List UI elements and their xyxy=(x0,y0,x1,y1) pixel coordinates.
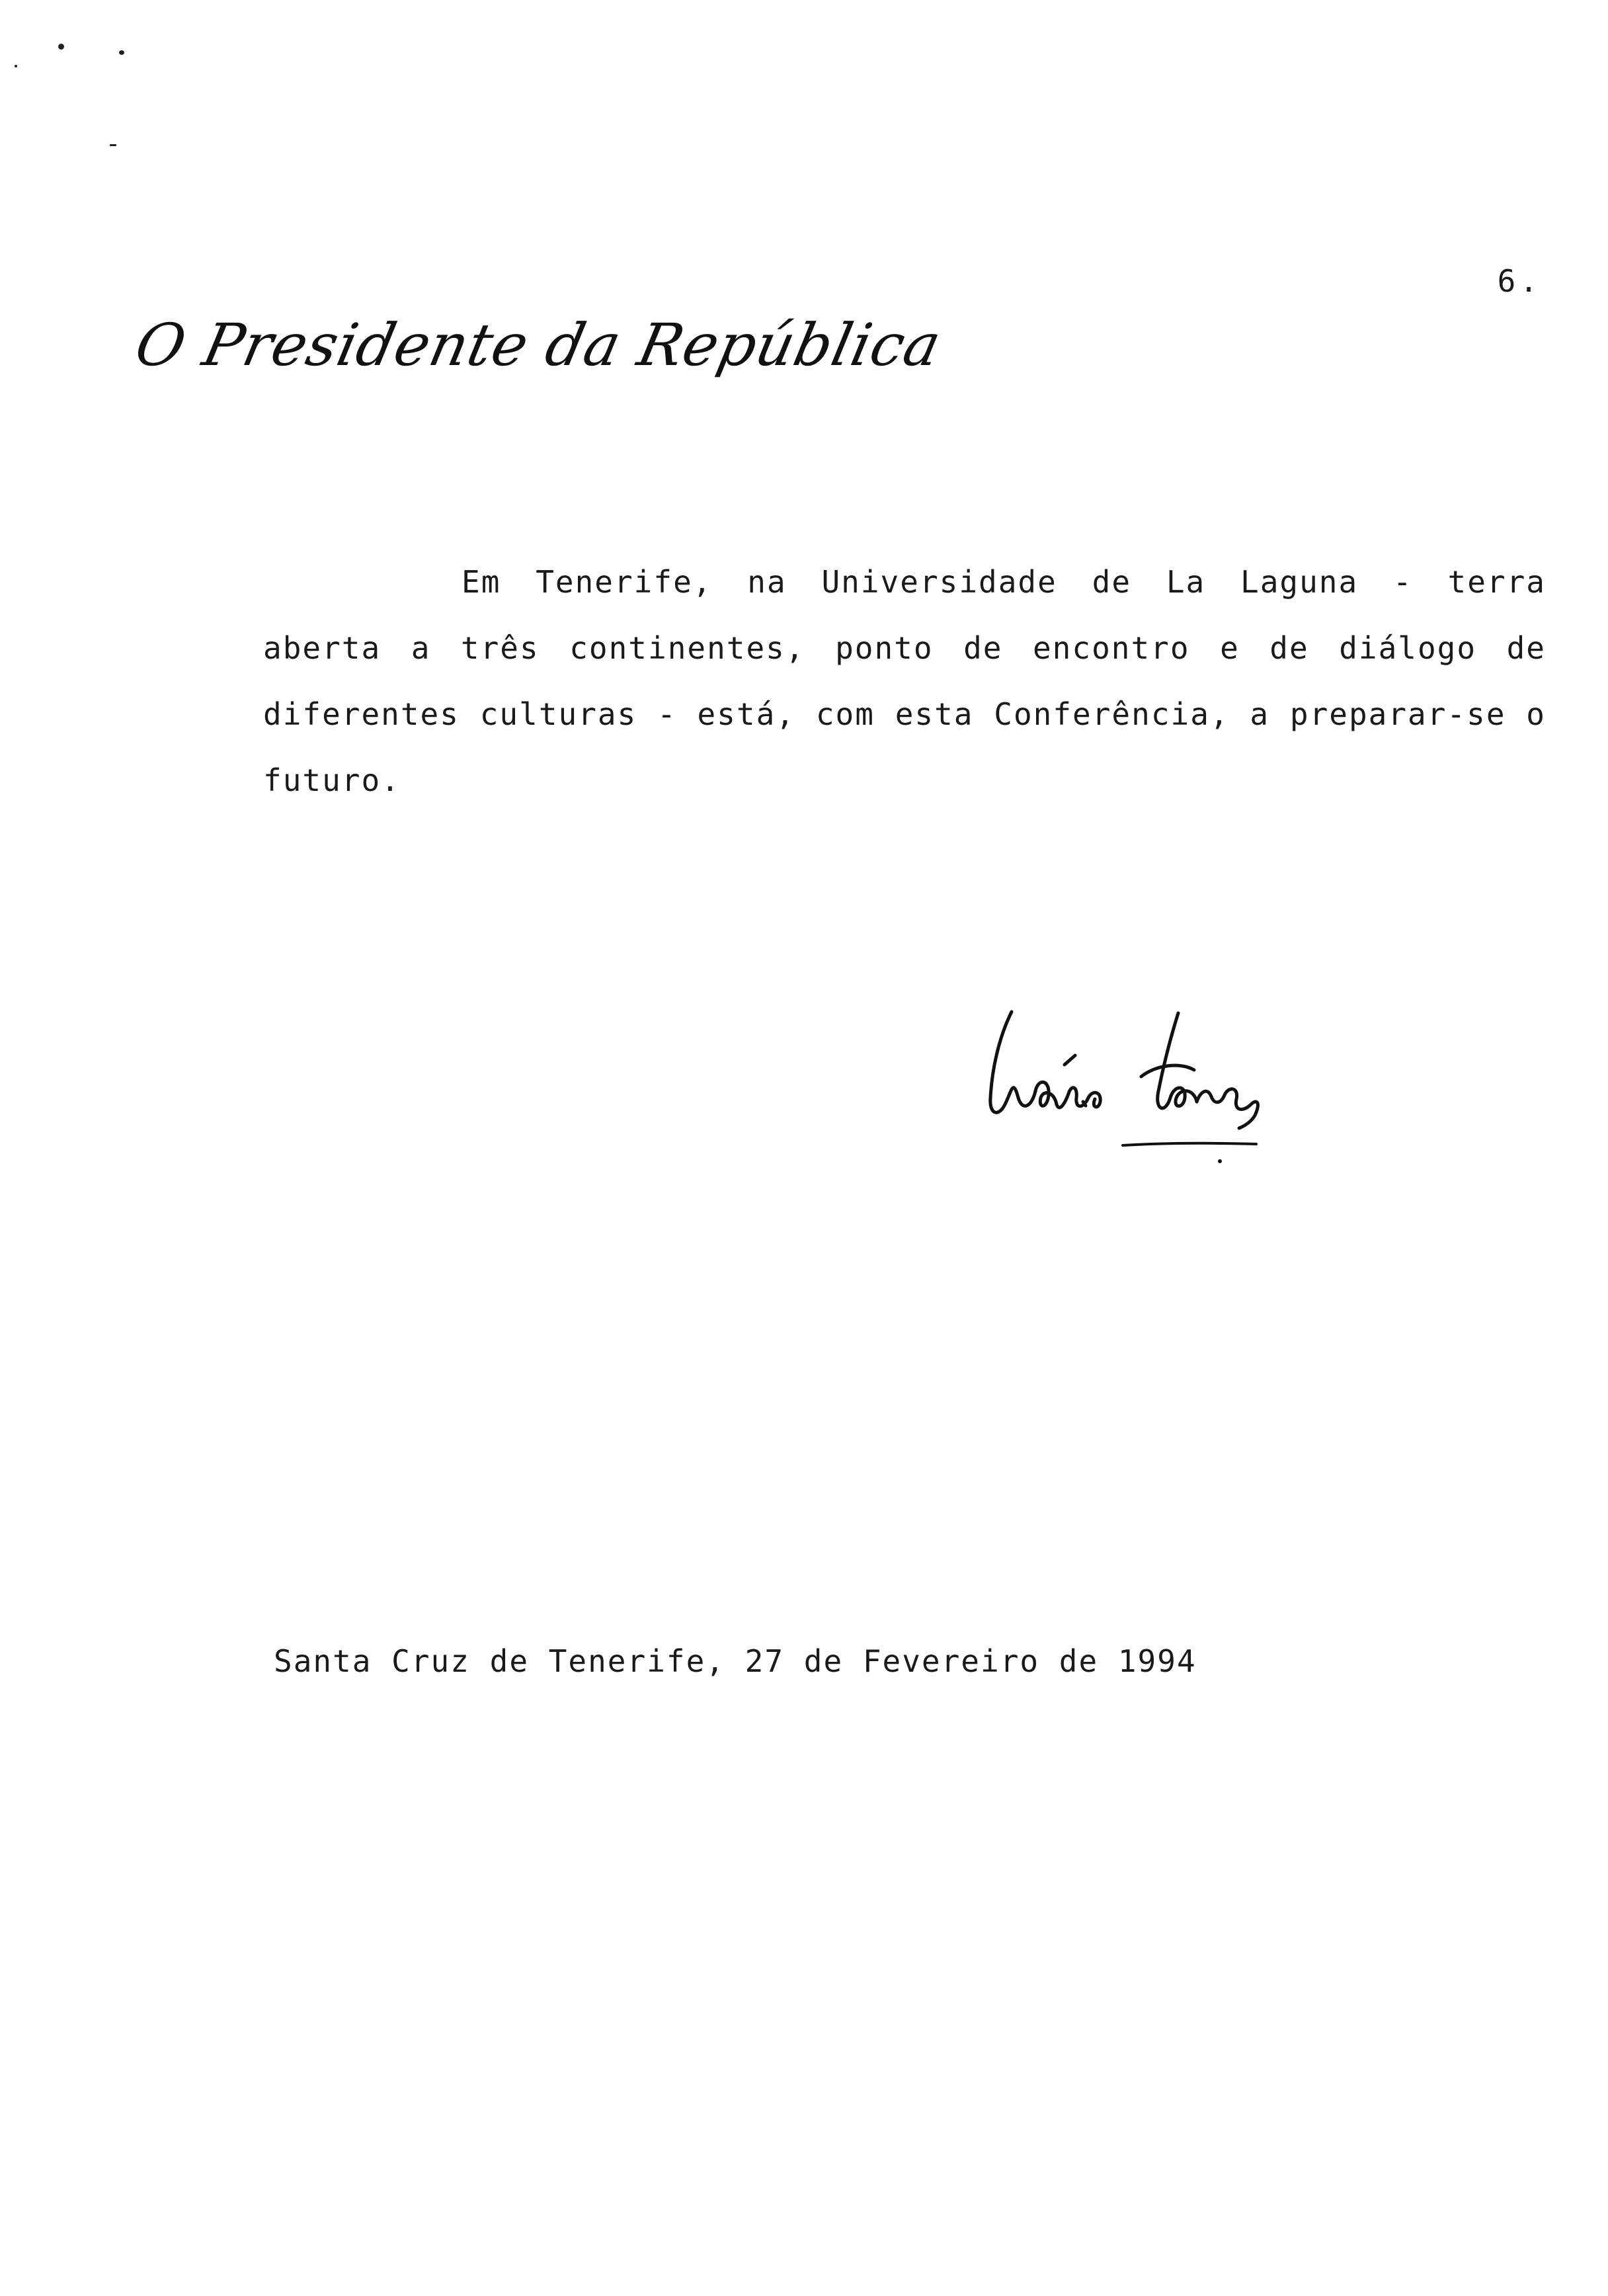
scan-speck xyxy=(15,65,17,67)
scan-speck xyxy=(58,44,64,50)
body-paragraph: Em Tenerife, na Universidade de La Laguna - terra aberta a três continentes, ponto de encontro e de diálogo de diferentes culturas - está, com esta Conferência, a preparar-se o futuro. xyxy=(263,564,1546,798)
handwritten-signature xyxy=(972,999,1276,1184)
place-and-date: Santa Cruz de Tenerife, 27 de Fevereiro de 1994 xyxy=(274,1643,1197,1679)
letterhead-title: O Presidente da República xyxy=(130,311,947,379)
page-number: 6. xyxy=(1497,263,1542,299)
scan-speck xyxy=(110,144,116,146)
scan-speck xyxy=(119,50,124,55)
